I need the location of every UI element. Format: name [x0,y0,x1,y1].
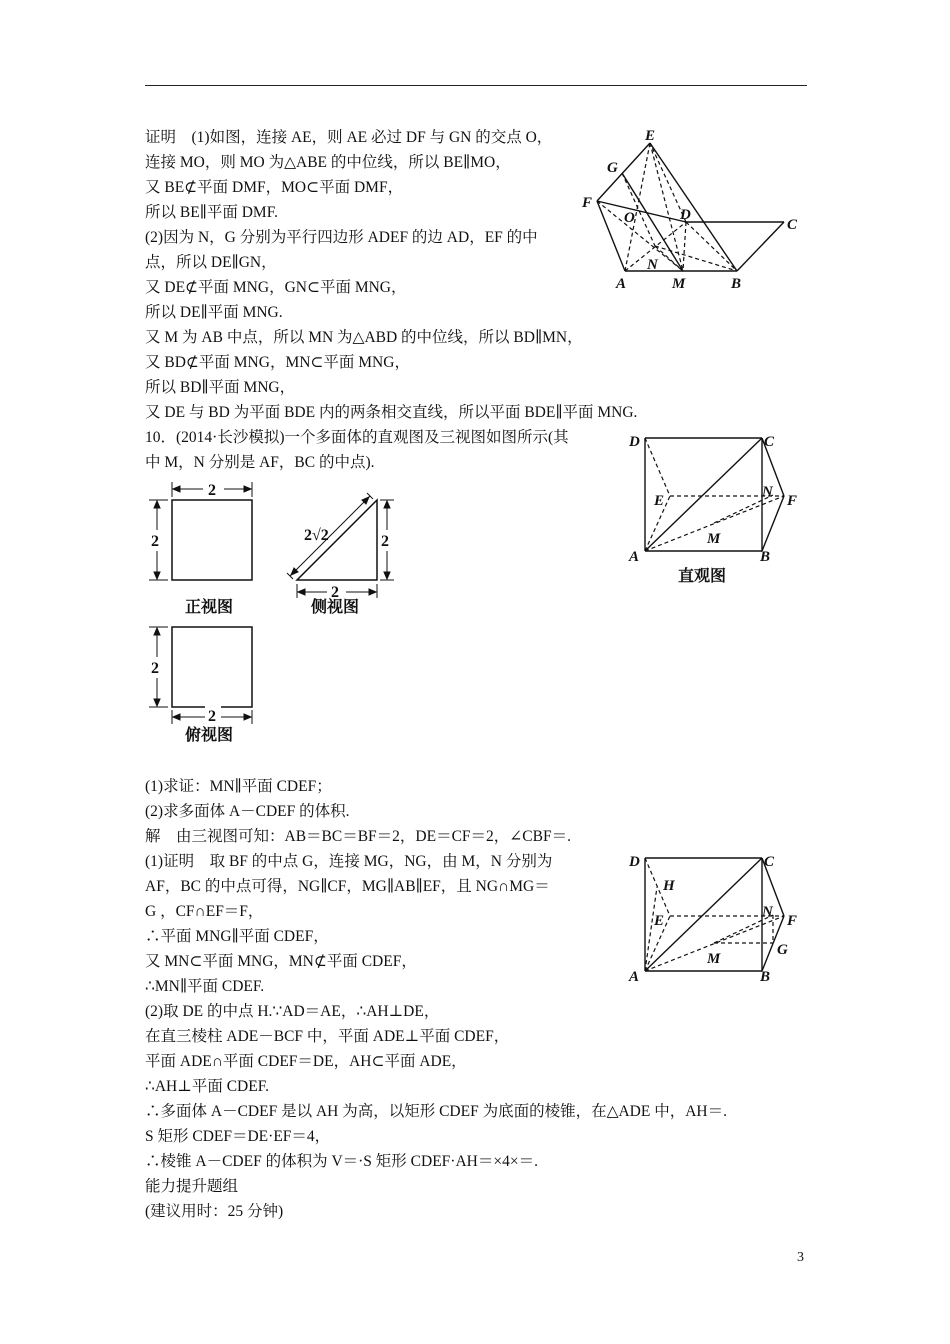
text-line: 又 MN⊂平面 MNG，MN⊄平面 CDEF， [145,953,417,970]
fig3-label-G: G [777,942,788,958]
text-line: 连接 MO，则 MO 为△ABE 的中位线，所以 BE∥MO， [145,154,511,171]
fig1-label-G: G [607,160,618,176]
fig3-label-F: F [787,913,798,929]
text-line: (2)取 DE 的中点 H.∵AD＝AE，∴AH⊥DE， [145,1003,440,1020]
text-line: 所以 DE∥平面 MNG. [145,304,283,321]
fig3-label-B: B [760,969,771,985]
page-number: 3 [797,1250,804,1265]
text-line: G ，CF∩EF＝F， [145,903,264,920]
front-width-label: 2 [208,482,216,499]
front-view-square [172,500,252,580]
text-line: ∴多面体 A－CDEF 是以 AH 为高，以矩形 CDEF 为底面的棱锥，在△ADE 中，AH＝. [145,1103,727,1120]
fig2-label-E: E [654,493,665,509]
fig2-label-D: D [629,434,640,450]
three-views-figure [140,475,410,750]
fig2-label-N: N [762,484,773,500]
text-line: (建议用时：25 分钟) [145,1203,284,1220]
fig1-label-M: M [672,276,686,292]
header-rule [145,85,807,86]
fig2-label-F: F [787,493,798,509]
text-line: 证明 (1)如图，连接 AE，则 AE 必过 DF 与 GN 的交点 O， [145,129,553,146]
fig1-label-O: O [624,210,635,226]
text-line: 又 DE⊄平面 MNG，GN⊂平面 MNG， [145,279,407,296]
fig1-label-E: E [645,128,656,144]
text-line: (1)求证：MN∥平面 CDEF； [145,778,332,795]
front-height-label: 2 [151,533,159,550]
text-line: AF，BC 的中点可得，NG∥CF，MG∥AB∥EF，且 NG∩MG＝ [145,878,550,895]
text-line: 又 BE⊄平面 DMF，MO⊂平面 DMF， [145,179,404,196]
figure-1-solid [575,125,810,295]
top-width-label: 2 [208,708,216,725]
side-base-label: 2 [331,584,339,601]
text-line: 点，所以 DE∥GN， [145,254,277,271]
fig3-label-E: E [654,913,665,929]
text-line: 又 DE 与 BD 为平面 BDE 内的两条相交直线，所以平面 BDE∥平面 MNG. [145,404,638,421]
text-line: 所以 BD∥平面 MNG， [145,379,296,396]
text-line: (2)因为 N，G 分别为平行四边形 ADEF 的边 AD，EF 的中 [145,229,538,246]
text-line: 又 BD⊄平面 MNG，MN⊂平面 MNG， [145,354,410,371]
text-line: 又 M 为 AB 中点，所以 MN 为△ABD 的中位线，所以 BD∥MN， [145,329,583,346]
text-line: ∴MN∥平面 CDEF. [145,978,265,995]
figure-2-prism [625,425,810,590]
text-line: 解 由三视图可知：AB＝BC＝BF＝2，DE＝CF＝2，∠CBF＝. [145,828,571,845]
fig3-label-C: C [764,854,775,870]
side-view-caption: 侧视图 [311,599,360,616]
fig1-label-F: F [582,195,593,211]
fig2-label-C: C [764,434,775,450]
front-view-caption: 正视图 [185,599,234,616]
fig1-label-B: B [731,276,742,292]
fig3-label-N: N [762,904,773,920]
fig1-label-A: A [616,276,627,292]
top-view-caption: 俯视图 [185,727,234,744]
text-line: 平面 ADE∩平面 CDEF＝DE，AH⊂平面 ADE， [145,1053,467,1070]
text-line: (1)证明 取 BF 的中点 G，连接 MG，NG，由 M，N 分别为 [145,853,553,870]
fig3-label-A: A [629,969,640,985]
fig1-label-N: N [647,257,658,273]
fig1-label-C: C [787,217,798,233]
fig3-label-M: M [707,951,721,967]
text-line: ∴棱锥 A－CDEF 的体积为 V＝·S 矩形 CDEF·AH＝×4×＝. [145,1153,538,1170]
fig2-label-A: A [629,549,640,565]
text-line: ∴平面 MNG∥平面 CDEF， [145,928,329,945]
figure-3-prism [625,845,810,990]
text-line: 在直三棱柱 ADE－BCF 中，平面 ADE⊥平面 CDEF， [145,1028,510,1045]
text-line: 能力提升题组 [145,1178,239,1195]
text-line: 中 M，N 分别是 AF，BC 的中点). [145,454,375,471]
top-height-label: 2 [151,660,159,677]
fig3-label-D: D [629,854,640,870]
side-hyp-label: 2√2 [304,527,329,544]
fig3-label-H: H [663,878,675,894]
fig2-label-M: M [707,531,721,547]
text-line: 10．(2014·长沙模拟)一个多面体的直观图及三视图如图所示(其 [145,429,569,446]
fig1-label-D: D [680,207,691,223]
fig2-label-B: B [760,549,771,565]
text-line: (2)求多面体 A－CDEF 的体积. [145,803,350,820]
side-height-label: 2 [381,533,389,550]
top-view-square [172,627,252,707]
fig2-caption: 直观图 [678,568,727,585]
text-line: ∴AH⊥平面 CDEF. [145,1078,269,1095]
text-line: 所以 BE∥平面 DMF. [145,204,278,221]
text-line: S 矩形 CDEF＝DE·EF＝4， [145,1128,331,1145]
